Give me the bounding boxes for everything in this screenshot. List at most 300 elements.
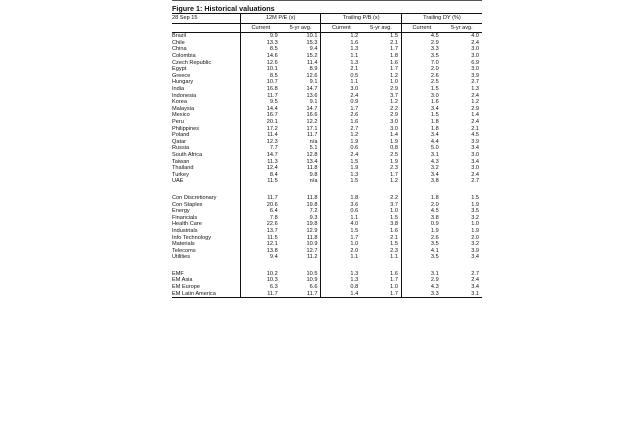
pe-current-cell: 7.7 (240, 145, 280, 152)
pe-5yr-avg-cell: 11.4 (306, 59, 318, 66)
table-row (172, 208, 482, 215)
table-row (172, 152, 482, 159)
dy-5yr-avg-cell: 2.7 (471, 79, 479, 86)
pe-current-cell: 10.2 (240, 271, 280, 278)
pb-5yr-avg-cell: 1.4 (390, 132, 398, 139)
pe-current-header: Current (240, 24, 280, 33)
pe-current-cell: 8.5 (240, 73, 280, 80)
row-label: Brazil (172, 33, 186, 40)
header-row-sub (172, 24, 482, 33)
row-label: EM Latin America (172, 290, 240, 297)
row-label: Poland (172, 132, 190, 139)
dy-5yr-avg-cell: 3.9 (471, 138, 479, 145)
dy-current-cell: 4.3 (401, 158, 441, 165)
row-label: Materials (172, 241, 195, 248)
row-label: EMF (172, 270, 184, 277)
dy-current-cell: 3.3 (401, 46, 441, 53)
dy-5yr-avg-cell: 1.0 (471, 221, 479, 228)
pe-current-cell: 22.6 (240, 221, 280, 228)
table-row (172, 228, 482, 235)
pb-current-cell: 1.8 (321, 195, 361, 202)
pe-current-cell: 16.7 (240, 112, 280, 119)
row-label: Industrials (172, 227, 198, 234)
row-label: Utilities (172, 254, 191, 261)
pe-current-cell: 20.1 (240, 119, 280, 126)
pb-5yr-avg-cell: 1.9 (390, 138, 398, 145)
dy-current-cell: 3.4 (401, 132, 441, 139)
table-row (172, 46, 482, 53)
pb-current-cell: 1.3 (321, 59, 361, 66)
pb-5yr-avg-cell: 1.6 (390, 227, 398, 234)
dy-5yr-avg-cell: 2.4 (471, 119, 479, 126)
pb-current-cell: 1.5 (321, 178, 361, 185)
dy-5yr-avg-cell: 3.0 (471, 165, 479, 172)
pe-current-cell: 17.2 (240, 125, 280, 132)
pb-current-header: Current (321, 24, 361, 33)
pb-current-cell: 1.3 (321, 271, 361, 278)
pe-5yr-avg-cell: 5.1 (309, 145, 318, 152)
pb-current-cell: 3.0 (321, 86, 361, 93)
pb-5yr-avg-cell: 2.3 (390, 247, 398, 254)
table-row (172, 165, 482, 172)
dy-current-cell: 4.5 (401, 33, 441, 40)
pe-5yr-avg-cell: 10.5 (306, 270, 318, 277)
pe-current-cell: 14.6 (240, 53, 280, 60)
dy-5yr-avg-cell: 1.4 (471, 112, 479, 119)
table-row (172, 234, 482, 241)
pb-current-cell: 4.0 (321, 221, 361, 228)
pb-current-cell: 0.9 (321, 99, 361, 106)
pe-current-cell: 6.4 (240, 208, 280, 215)
pe-5yr-avg-cell: 9.1 (309, 99, 318, 106)
dy-current-cell: 2.0 (401, 66, 441, 73)
pe-5yr-avg-cell: 12.6 (306, 72, 318, 79)
pb-5yr-avg-cell: 1.7 (390, 171, 398, 178)
group-dy-header: Trailing DY (%) (401, 14, 482, 24)
pb-5yr-avg-cell: 3.0 (390, 125, 398, 132)
table-row (172, 284, 482, 291)
dy-5yr-avg-cell: 2.4 (471, 171, 479, 178)
dy-5yr-avg-cell: 6.9 (471, 59, 479, 66)
pe-5yr-avg-cell: 9.4 (309, 46, 318, 53)
dy-current-cell: 2.6 (401, 234, 441, 241)
pb-current-cell: 1.1 (321, 254, 361, 261)
pe-5yr-avg-cell: 10.1 (306, 33, 318, 40)
pe-current-cell: 13.7 (240, 228, 280, 235)
row-label: Czech Republic (172, 59, 212, 66)
pe-5yr-avg-cell: 14.7 (306, 105, 318, 112)
pe-current-cell: 13.3 (240, 40, 280, 47)
row-label: Telecoms (172, 247, 196, 254)
pb-5yr-avg-cell: 1.0 (390, 79, 398, 86)
row-label: UAE (172, 178, 184, 185)
row-label: Chile (172, 39, 185, 46)
pb-current-cell: 2.4 (321, 92, 361, 99)
dy-current-cell: 4.1 (401, 247, 441, 254)
row-label: India (172, 86, 185, 93)
group-spacer (172, 185, 482, 195)
row-label: Taiwan (172, 158, 190, 165)
pe-5yr-avg-cell: 6.6 (309, 284, 318, 291)
table-row (172, 112, 482, 119)
row-label: China (172, 46, 187, 53)
pb-current-cell: 1.1 (321, 214, 361, 221)
pb-5yr-avg-cell: 2.1 (390, 234, 398, 241)
pe-5yr-avg-cell: 9.8 (309, 171, 318, 178)
row-label: Thailand (172, 165, 194, 172)
pe-current-cell: 11.7 (240, 195, 280, 202)
pb-current-cell: 1.2 (321, 132, 361, 139)
pe-current-cell: 6.3 (240, 284, 280, 291)
dy-5yr-avg-cell: 1.2 (471, 99, 479, 106)
pe-current-cell: 16.8 (240, 86, 280, 93)
figure-title: Figure 1: Historical valuations (172, 4, 482, 14)
valuation-table (172, 14, 482, 298)
header-row-groups (172, 14, 482, 24)
dy-5yr-avg-cell: 3.4 (471, 158, 479, 165)
pb-5yr-avg-cell: 1.6 (390, 270, 398, 277)
pe-current-cell: 12.4 (240, 165, 280, 172)
dy-5yr-avg-cell: 1.3 (471, 86, 479, 93)
dy-current-cell: 1.8 (401, 119, 441, 126)
pe-5yr-avg-cell: 11.7 (306, 132, 318, 139)
dy-5yr-avg-cell: 4.0 (471, 33, 479, 40)
dy-5yr-avg-cell: 1.9 (471, 227, 479, 234)
pe-5yr-avg-cell: 17.1 (306, 125, 318, 132)
dy-current-cell: 3.5 (401, 53, 441, 60)
dy-current-cell: 3.5 (401, 254, 441, 261)
row-label: Hungary (172, 79, 194, 86)
dy-5yr-avg-cell: 2.9 (471, 105, 479, 112)
table-row (172, 139, 482, 146)
dy-current-cell: 4.3 (401, 284, 441, 291)
pe-current-cell: 12.6 (240, 59, 280, 66)
pb-current-cell: 3.6 (321, 201, 361, 208)
pe-5yr-avg-cell: 10.9 (306, 277, 318, 284)
pe-5yr-avg-cell: n/a (309, 178, 318, 185)
dy-5yr-avg-cell: 3.4 (471, 284, 479, 291)
pe-5yr-avg-cell: 9.3 (309, 214, 318, 221)
pe-5yr-avg-cell: 19.8 (306, 221, 318, 228)
dy-5yr-avg-cell: 3.0 (471, 151, 479, 158)
dy-5yr-avg-cell: 2.0 (471, 234, 479, 241)
top-rule (172, 0, 482, 1)
pe-5yr-avg-cell: 7.2 (309, 208, 318, 215)
dy-current-cell: 7.0 (401, 59, 441, 66)
table-row (172, 195, 482, 202)
row-label: Mexico (172, 112, 190, 119)
dy-current-cell: 3.4 (401, 171, 441, 178)
pb-5yr-avg-cell: 0.8 (390, 145, 398, 152)
table-row (172, 119, 482, 126)
dy-current-cell: 3.1 (401, 152, 441, 159)
row-label: Indonesia (172, 92, 197, 99)
dy-current-cell: 5.0 (401, 145, 441, 152)
pb-current-cell: 2.7 (321, 125, 361, 132)
dy-current-cell: 0.9 (401, 221, 441, 228)
table-row (172, 53, 482, 60)
dy-5yr-avg-cell: 2.7 (471, 270, 479, 277)
dy-5yr-avg-cell: 3.5 (471, 208, 479, 215)
dy-5yr-avg-cell: 3.2 (471, 241, 479, 248)
pe-5yr-avg-cell: 11.2 (306, 254, 318, 261)
dy-current-cell: 3.2 (401, 165, 441, 172)
dy-5yr-avg-cell: 3.4 (471, 145, 479, 152)
row-label: Philippines (172, 125, 200, 132)
dy-avg-header: 5-yr avg. (442, 24, 482, 33)
table-row (172, 271, 482, 278)
pe-current-cell: 9.9 (240, 33, 280, 40)
pb-current-cell: 0.6 (321, 208, 361, 215)
pb-5yr-avg-cell: 2.9 (390, 112, 398, 119)
pb-5yr-avg-cell: 2.2 (390, 194, 398, 201)
row-label: EM Europe (172, 284, 200, 291)
group-pb-header: Trailing P/B (x) (321, 14, 402, 24)
pe-current-cell: 14.4 (240, 106, 280, 113)
pb-current-cell: 1.7 (321, 234, 361, 241)
dy-current-cell: 3.0 (401, 92, 441, 99)
pb-current-cell: 1.3 (321, 277, 361, 284)
pb-5yr-avg-cell: 2.1 (390, 39, 398, 46)
pe-5yr-avg-cell: 11.8 (306, 194, 318, 201)
pb-current-cell: 1.7 (321, 106, 361, 113)
table-row (172, 106, 482, 113)
pe-5yr-avg-cell: 12.7 (306, 247, 318, 254)
pb-current-cell: 1.6 (321, 119, 361, 126)
table-row (172, 73, 482, 80)
dy-5yr-avg-cell: 3.0 (471, 53, 479, 60)
table-row (172, 92, 482, 99)
row-label: Info Technology (172, 234, 212, 241)
pe-5yr-avg-cell: 15.3 (306, 39, 318, 46)
date-label: 28 Sep 15 (172, 14, 240, 24)
pe-current-cell: 9.5 (240, 99, 280, 106)
table-row (172, 99, 482, 106)
pb-current-cell: 1.1 (321, 79, 361, 86)
table-row (172, 145, 482, 152)
row-label: Greece (172, 72, 191, 79)
pe-5yr-avg-cell: 11.8 (306, 234, 318, 241)
pb-current-cell: 2.0 (321, 247, 361, 254)
dy-5yr-avg-cell: 3.4 (471, 254, 479, 261)
dy-5yr-avg-cell: 2.4 (471, 277, 479, 284)
pb-5yr-avg-cell: 2.3 (390, 165, 398, 172)
table-row (172, 86, 482, 93)
pb-current-cell: 1.9 (321, 139, 361, 146)
pb-5yr-avg-cell: 1.2 (390, 99, 398, 106)
row-label: Con Discretionary (172, 194, 217, 201)
dy-5yr-avg-cell: 2.1 (471, 125, 479, 132)
pe-5yr-avg-cell: 12.2 (306, 119, 318, 126)
pe-current-cell: 20.6 (240, 201, 280, 208)
table-row (172, 125, 482, 132)
valuation-figure (172, 4, 482, 298)
dy-5yr-avg-cell: 3.9 (471, 72, 479, 79)
pb-current-cell: 1.5 (321, 228, 361, 235)
pe-5yr-avg-cell: 14.7 (306, 86, 318, 93)
dy-current-cell: 4.4 (401, 139, 441, 146)
pe-current-cell: 11.3 (240, 158, 280, 165)
pb-5yr-avg-cell: 3.7 (390, 92, 398, 99)
group-pe-header: 12M P/E (x) (240, 14, 321, 24)
pe-current-cell: 12.1 (240, 241, 280, 248)
dy-current-cell: 3.5 (401, 241, 441, 248)
pe-5yr-avg-cell: 19.8 (306, 201, 318, 208)
pe-current-cell: 11.7 (240, 92, 280, 99)
row-label: Health Care (172, 221, 202, 228)
table-row (172, 178, 482, 185)
pb-5yr-avg-cell: 2.5 (390, 151, 398, 158)
table-row (172, 221, 482, 228)
pb-5yr-avg-cell: 1.6 (390, 59, 398, 66)
pb-current-cell: 1.1 (321, 53, 361, 60)
pb-5yr-avg-cell: 1.2 (390, 178, 398, 185)
pe-current-cell: 12.3 (240, 139, 280, 146)
table-row (172, 241, 482, 248)
pe-5yr-avg-cell: 12.9 (306, 227, 318, 234)
table-row (172, 201, 482, 208)
pb-5yr-avg-cell: 1.7 (390, 277, 398, 284)
table-row (172, 132, 482, 139)
pb-5yr-avg-cell: 1.5 (390, 214, 398, 221)
dy-5yr-avg-cell: 4.5 (471, 132, 479, 139)
row-label: Financials (172, 214, 198, 221)
dy-5yr-avg-cell: 1.9 (471, 201, 479, 208)
group-spacer (172, 261, 482, 271)
pe-5yr-avg-cell: 13.4 (306, 158, 318, 165)
table-row (172, 214, 482, 221)
pb-5yr-avg-cell: 1.5 (390, 241, 398, 248)
dy-current-cell: 2.6 (401, 73, 441, 80)
row-label: Turkey (172, 171, 189, 178)
pe-5yr-avg-cell: 15.2 (306, 53, 318, 60)
table-row (172, 290, 482, 297)
pb-current-cell: 0.6 (321, 145, 361, 152)
row-label: Peru (172, 119, 184, 126)
pb-current-cell: 2.4 (321, 152, 361, 159)
row-label: Korea (172, 99, 187, 106)
pb-5yr-avg-cell: 1.0 (390, 208, 398, 215)
dy-current-cell: 2.0 (401, 201, 441, 208)
blank-header-cell (172, 24, 240, 33)
dy-5yr-avg-cell: 2.4 (471, 39, 479, 46)
pe-5yr-avg-cell: 12.8 (306, 151, 318, 158)
pb-5yr-avg-cell: 1.7 (390, 66, 398, 73)
pe-current-cell: 10.7 (240, 79, 280, 86)
dy-current-cell: 2.9 (401, 40, 441, 47)
dy-current-cell: 4.5 (401, 208, 441, 215)
pe-5yr-avg-cell: 9.1 (309, 79, 318, 86)
dy-5yr-avg-cell: 3.0 (471, 66, 479, 73)
dy-current-cell: 3.4 (401, 106, 441, 113)
pb-5yr-avg-cell: 1.2 (390, 72, 398, 79)
dy-current-cell: 3.8 (401, 178, 441, 185)
pb-5yr-avg-cell: 1.0 (390, 284, 398, 291)
dy-current-cell: 1.5 (401, 112, 441, 119)
table-row (172, 59, 482, 66)
pe-5yr-avg-cell: 11.7 (281, 290, 321, 297)
table-row (172, 79, 482, 86)
pe-5yr-avg-cell: 13.6 (306, 92, 318, 99)
pb-avg-header: 5-yr avg. (361, 24, 401, 33)
pe-current-cell: 11.7 (240, 290, 280, 297)
pb-current-cell: 0.8 (321, 284, 361, 291)
table-row (172, 40, 482, 47)
pe-current-cell: 11.5 (240, 234, 280, 241)
pb-current-cell: 1.3 (321, 171, 361, 178)
dy-current-cell: 1.5 (401, 86, 441, 93)
pb-current-cell: 1.5 (321, 158, 361, 165)
pe-5yr-avg-cell: n/a (309, 138, 318, 145)
pe-current-cell: 7.8 (240, 214, 280, 221)
dy-current-cell: 3.3 (401, 290, 441, 297)
dy-current-cell: 2.5 (401, 79, 441, 86)
dy-5yr-avg-cell: 2.4 (471, 92, 479, 99)
pe-5yr-avg-cell: 11.8 (306, 165, 318, 172)
row-label: EM Asia (172, 277, 193, 284)
row-label: South Africa (172, 151, 203, 158)
dy-5yr-avg-cell: 3.0 (471, 46, 479, 53)
row-label: Malaysia (172, 105, 195, 112)
pb-5yr-avg-cell: 1.9 (390, 158, 398, 165)
row-label: Egypt (172, 66, 187, 73)
dy-5yr-avg-cell: 1.5 (471, 194, 479, 201)
dy-5yr-avg-cell: 3.9 (471, 247, 479, 254)
table-row (172, 66, 482, 73)
pe-current-cell: 10.1 (240, 66, 280, 73)
pe-current-cell: 11.5 (240, 178, 280, 185)
row-label: Colombia (172, 53, 196, 60)
pb-current-cell: 1.0 (321, 241, 361, 248)
pe-current-cell: 8.4 (240, 171, 280, 178)
table-row (172, 247, 482, 254)
pb-current-cell: 1.9 (321, 165, 361, 172)
pb-current-cell: 1.2 (321, 33, 361, 40)
table-row (172, 277, 482, 284)
pe-current-cell: 11.4 (240, 132, 280, 139)
pe-avg-header: 5-yr avg. (281, 24, 321, 33)
row-label: Russia (172, 145, 190, 152)
table-row (172, 33, 482, 40)
dy-current-cell: 1.6 (401, 99, 441, 106)
dy-current-cell: 3.8 (401, 214, 441, 221)
pb-5yr-avg-cell: 1.1 (390, 254, 398, 261)
pe-current-cell: 10.3 (240, 277, 280, 284)
row-label: Qatar (172, 138, 186, 145)
dy-current-cell: 1.9 (401, 228, 441, 235)
row-label: Con Staples (172, 201, 203, 208)
dy-5yr-avg-cell: 3.2 (471, 214, 479, 221)
pb-5yr-avg-cell: 3.7 (390, 201, 398, 208)
pb-5yr-avg-cell: 1.8 (390, 53, 398, 60)
table-body (172, 33, 482, 298)
pb-current-cell: 2.6 (321, 112, 361, 119)
pe-5yr-avg-cell: 8.9 (309, 66, 318, 73)
pb-5yr-avg-cell: 1.7 (361, 290, 401, 297)
pb-5yr-avg-cell: 2.9 (390, 86, 398, 93)
pb-5yr-avg-cell: 2.2 (390, 105, 398, 112)
pe-current-cell: 8.5 (240, 46, 280, 53)
pb-current-cell: 0.5 (321, 73, 361, 80)
table-row (172, 254, 482, 261)
pb-current-cell: 2.1 (321, 66, 361, 73)
pb-5yr-avg-cell: 3.8 (390, 221, 398, 228)
dy-current-cell: 3.1 (401, 271, 441, 278)
table-row (172, 158, 482, 165)
pb-current-cell: 1.3 (321, 46, 361, 53)
pb-5yr-avg-cell: 1.7 (390, 46, 398, 53)
pe-current-cell: 9.4 (240, 254, 280, 261)
